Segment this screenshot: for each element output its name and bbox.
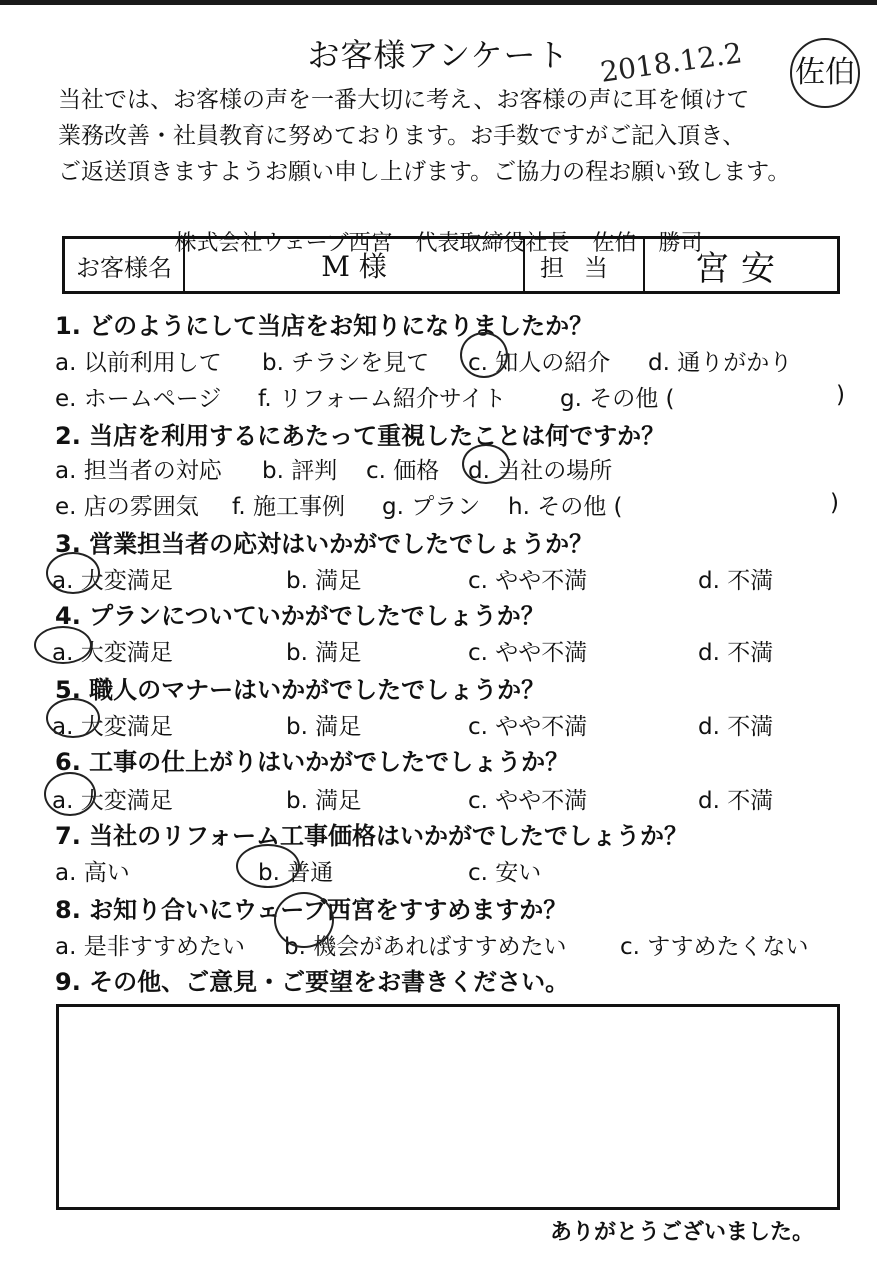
q7-option-a[interactable]: a. 高い — [55, 860, 130, 886]
q2-option-b[interactable]: b. 評判 — [262, 458, 338, 484]
q6-option-b[interactable]: b. 満足 — [286, 788, 362, 814]
handwritten-date: 2018.12.2 — [598, 36, 745, 89]
survey-title: お客様アンケート — [307, 36, 570, 74]
q8-option-c[interactable]: c. すすめたくない — [620, 934, 809, 960]
q6-option-a[interactable]: a. 大変満足 — [52, 788, 173, 814]
comment-textarea[interactable] — [56, 1004, 840, 1210]
q5-option-a[interactable]: a. 大変満足 — [52, 714, 173, 740]
rep-name: 佐伯 勝司 — [592, 231, 703, 256]
q2-option-e[interactable]: e. 店の雰囲気 — [55, 494, 199, 520]
q4-option-b[interactable]: b. 満足 — [286, 640, 362, 666]
q2-selection-circle — [462, 444, 510, 484]
intro-line: 当社では、お客様の声を一番大切に考え、お客様の声に耳を傾けて — [58, 87, 750, 113]
q4-selection-circle — [34, 626, 92, 664]
q5-selection-circle — [46, 698, 100, 738]
q8-selection-circle — [274, 892, 334, 948]
q1-option-f[interactable]: f. リフォーム紹介サイト — [258, 386, 507, 412]
customer-name-field[interactable]: M 様 — [185, 239, 525, 291]
intro-text — [58, 82, 868, 190]
q5-option-c[interactable]: c. やや不満 — [468, 714, 588, 740]
q3-selection-circle — [46, 552, 100, 594]
question-7: 7. 当社のリフォーム工事価格はいかがでしたでしょうか？ — [55, 822, 688, 850]
approval-stamp: 佐伯 — [790, 38, 860, 108]
question-8: 8. お知り合いにウェーブ西宮をすすめますか？ — [55, 896, 568, 924]
q8-option-a[interactable]: a. 是非すすめたい — [55, 934, 245, 960]
q2-option-d[interactable]: d. 当社の場所 — [468, 458, 613, 484]
question-3: 3. 営業担当者の応対はいかがでしたでしょうか？ — [55, 530, 594, 558]
customer-label: お客様名 — [65, 239, 185, 291]
q3-option-c[interactable]: c. やや不満 — [468, 568, 588, 594]
q1-close-paren: ) — [836, 382, 845, 408]
thank-you-text: ありがとうございました。 — [550, 1220, 815, 1245]
rep-title: 代表取締役社長 — [415, 231, 570, 256]
q1-option-c[interactable]: c. 知人の紹介 — [468, 350, 611, 376]
top-border — [0, 0, 877, 5]
intro-line: 業務改善・社員教育に努めております。お手数ですがご記入頂き、 — [58, 123, 746, 149]
q7-option-b[interactable]: b. 普通 — [258, 860, 334, 886]
q2-option-c[interactable]: c. 価格 — [366, 458, 440, 484]
intro-line: ご返送頂きますようお願い申し上げます。ご協力の程お願い致します。 — [58, 159, 791, 185]
q5-option-b[interactable]: b. 満足 — [286, 714, 362, 740]
staff-label: 担当 — [525, 239, 645, 291]
q2-option-h[interactable]: h. その他 ( — [508, 494, 623, 520]
q6-option-d[interactable]: d. 不満 — [698, 788, 774, 814]
q2-option-g[interactable]: g. プラン — [382, 494, 481, 520]
q4-option-a[interactable]: a. 大変満足 — [52, 640, 173, 666]
q1-option-g[interactable]: g. その他 ( — [560, 386, 675, 412]
q3-option-b[interactable]: b. 満足 — [286, 568, 362, 594]
q2-close-paren: ) — [830, 490, 839, 516]
q2-option-f[interactable]: f. 施工事例 — [232, 494, 346, 520]
q3-option-d[interactable]: d. 不満 — [698, 568, 774, 594]
question-5: 5. 職人のマナーはいかがでしたでしょうか？ — [55, 676, 546, 704]
question-1: 1. どのようにして当店をお知りになりましたか？ — [55, 312, 594, 340]
question-6: 6. 工事の仕上がりはいかがでしたでしょうか？ — [55, 748, 570, 776]
q3-option-a[interactable]: a. 大変満足 — [52, 568, 173, 594]
q1-option-a[interactable]: a. 以前利用して — [55, 350, 222, 376]
q6-selection-circle — [44, 772, 96, 816]
question-4: 4. プランについていかがでしたでしょうか？ — [55, 602, 545, 630]
question-9: 9. その他、ご意見・ご要望をお書きください。 — [55, 968, 570, 996]
staff-name-field[interactable]: 宮安 — [695, 248, 787, 289]
q1-selection-circle — [460, 332, 508, 378]
question-2: 2. 当店を利用するにあたって重視したことは何ですか？ — [55, 422, 666, 450]
q1-option-d[interactable]: d. 通りがかり — [648, 350, 793, 376]
q8-option-b[interactable]: b. 機会があればすすめたい — [284, 934, 567, 960]
customer-info-table — [62, 236, 840, 294]
q1-option-e[interactable]: e. ホームページ — [55, 386, 222, 412]
q2-option-a[interactable]: a. 担当者の対応 — [55, 458, 222, 484]
q1-option-b[interactable]: b. チラシを見て — [262, 350, 430, 376]
q5-option-d[interactable]: d. 不満 — [698, 714, 774, 740]
q4-option-c[interactable]: c. やや不満 — [468, 640, 588, 666]
company-name: 株式会社ウェーブ西宮 — [174, 231, 393, 256]
q6-option-c[interactable]: c. やや不満 — [468, 788, 588, 814]
q7-option-c[interactable]: c. 安い — [468, 860, 542, 886]
q7-selection-circle — [236, 844, 300, 888]
q4-option-d[interactable]: d. 不満 — [698, 640, 774, 666]
